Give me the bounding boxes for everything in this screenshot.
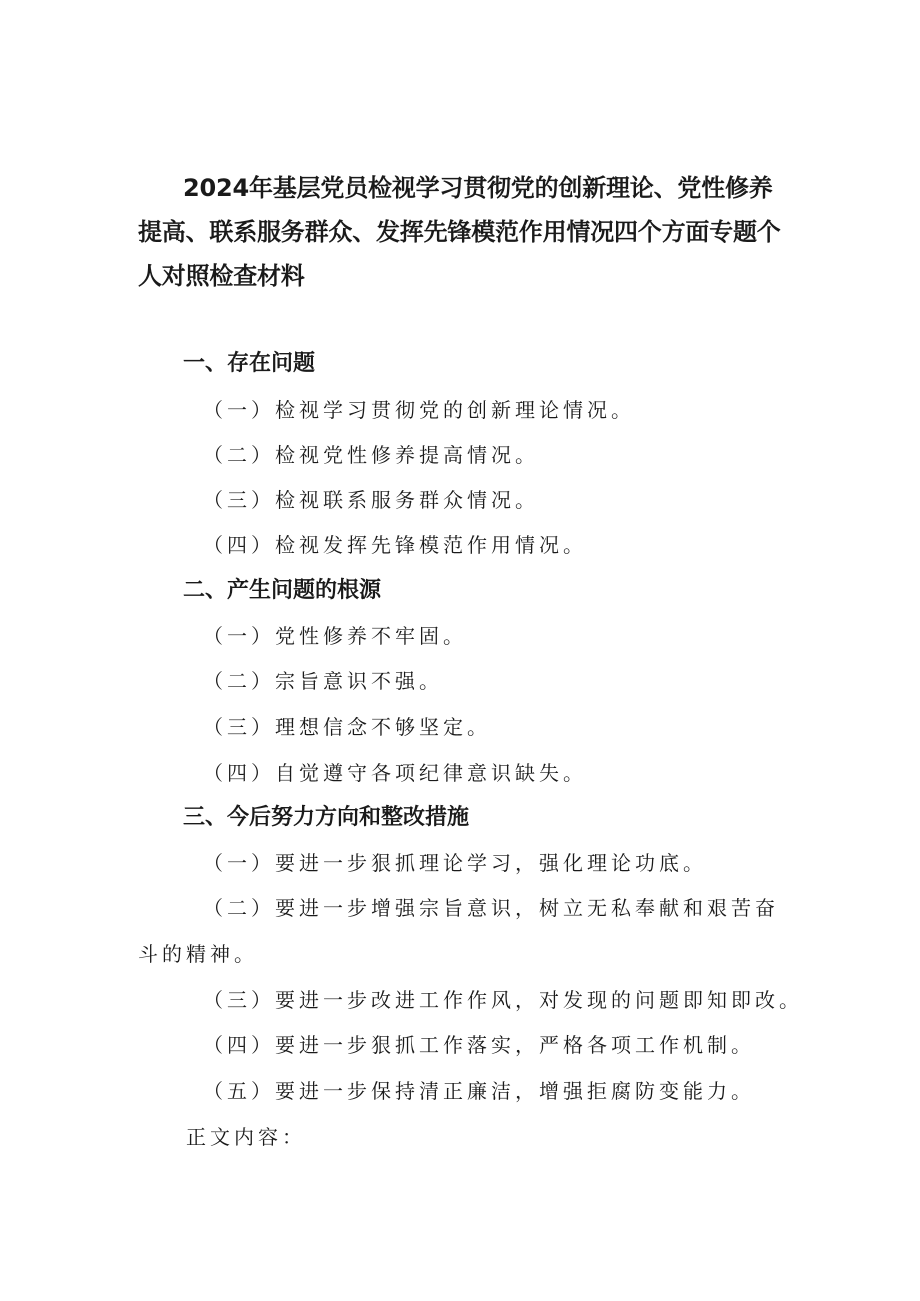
- list-item: （五）要进一步保持清正廉洁，增强拒腐防变能力。: [203, 1079, 755, 1103]
- list-item: （三）理想信念不够坚定。: [203, 715, 491, 739]
- list-item: （三）要进一步改进工作作风，对发现的问题即知即改。: [203, 988, 803, 1012]
- list-item: （三）检视联系服务群众情况。: [203, 488, 539, 512]
- list-item: （四）检视发挥先锋模范作用情况。: [203, 533, 587, 557]
- list-item: （一）检视学习贯彻党的创新理论情况。: [203, 398, 635, 422]
- document-title: 2024年基层党员检视学习贯彻党的创新理论、党性修养提高、联系服务群众、发挥先锋模范作用情况四个方面专题个人对照检查材料: [138, 174, 781, 290]
- body-label: 正文内容：: [186, 1125, 306, 1149]
- list-item: （四）要进一步狠抓工作落实，严格各项工作机制。: [203, 1033, 755, 1057]
- list-item: （一）要进一步狠抓理论学习，强化理论功底。: [203, 851, 707, 875]
- list-item: （二）检视党性修养提高情况。: [203, 443, 539, 467]
- list-item: （二）宗旨意识不强。: [203, 669, 443, 693]
- section-heading-problems: 一、存在问题: [183, 351, 316, 376]
- section-heading-root-causes: 二、产生问题的根源: [183, 578, 382, 603]
- list-item: （四）自觉遵守各项纪律意识缺失。: [203, 761, 587, 785]
- list-item: （二）要进一步增强宗旨意识，树立无私奉献和艰苦奋斗的精神。: [138, 896, 779, 966]
- section-heading-measures: 三、今后努力方向和整改措施: [183, 805, 470, 830]
- list-item: （一）党性修养不牢固。: [203, 624, 467, 648]
